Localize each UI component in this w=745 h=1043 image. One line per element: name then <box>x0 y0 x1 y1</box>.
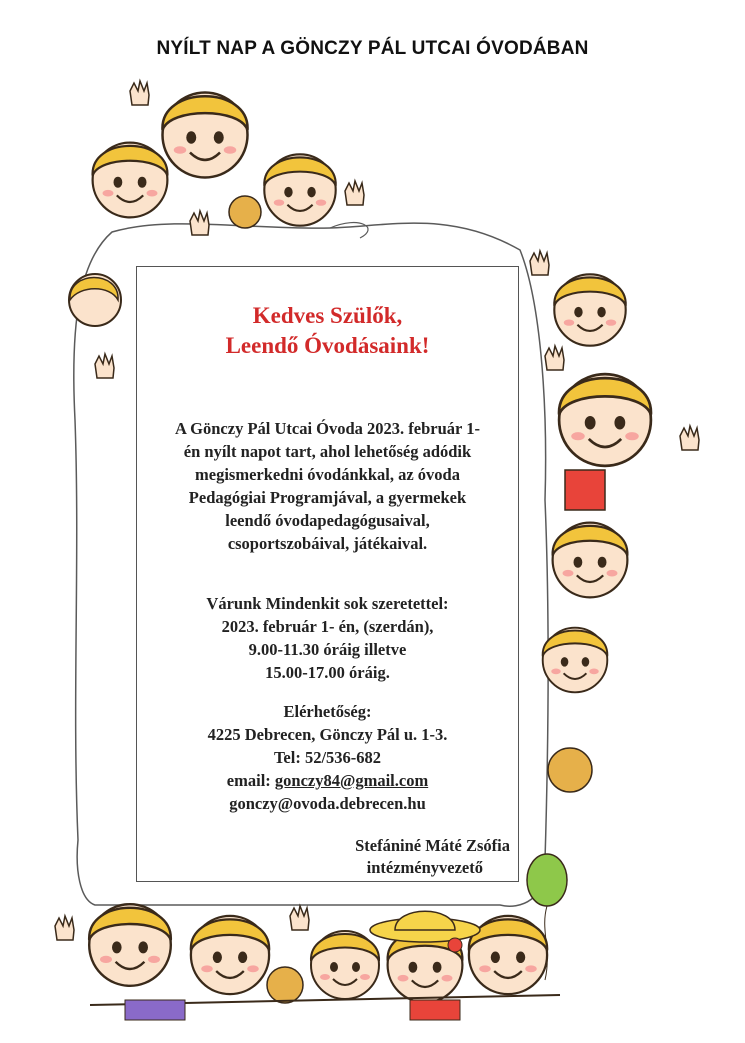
schedule-line: Várunk Mindenkit sok szeretettel: <box>206 594 449 613</box>
greeting-line-2: Leendő Óvodásaink! <box>225 333 430 358</box>
signature <box>137 835 518 879</box>
signature-title: intézményvezető <box>366 858 483 877</box>
greeting <box>137 301 518 361</box>
contact-phone: Tel: 52/536-682 <box>273 748 382 767</box>
greeting-line-1: Kedves Szülők, <box>252 303 403 328</box>
contact-email-row <box>145 769 510 792</box>
page-title: NYÍLT NAP A GÖNCZY PÁL UTCAI ÓVODÁBAN <box>156 38 589 59</box>
email-label: email: <box>226 771 275 790</box>
signature-name: Stefániné Máté Zsófia <box>355 836 510 855</box>
intro-line: A Gönczy Pál Utcai Óvoda 2023. február 1- <box>175 419 480 438</box>
intro-line: Pedagógiai Programjával, a gyermekek <box>188 488 467 507</box>
contact-heading: Elérhetőség: <box>283 702 372 721</box>
schedule-line: 15.00-17.00 óráig. <box>265 663 390 682</box>
intro-line: leendő óvodapedagógusaival, <box>225 511 430 530</box>
email-secondary: gonczy@ovoda.debrecen.hu <box>229 794 426 813</box>
intro-line: csoportszobáival, játékaival. <box>227 534 428 553</box>
email-link-primary[interactable]: gonczy84@gmail.com <box>274 771 429 790</box>
intro-line: megismerkedni óvodánkkal, az óvoda <box>195 465 460 484</box>
intro-line: én nyílt napot tart, ahol lehetőség adódik <box>183 442 472 461</box>
contact-address: 4225 Debrecen, Gönczy Pál u. 1-3. <box>207 725 448 744</box>
invitation-card <box>136 266 519 882</box>
schedule-paragraph <box>145 592 510 684</box>
contact-paragraph <box>145 700 510 815</box>
schedule-line: 9.00-11.30 óráig illetve <box>248 640 407 659</box>
intro-paragraph <box>145 417 510 555</box>
schedule-line: 2023. február 1- én, (szerdán), <box>221 617 434 636</box>
